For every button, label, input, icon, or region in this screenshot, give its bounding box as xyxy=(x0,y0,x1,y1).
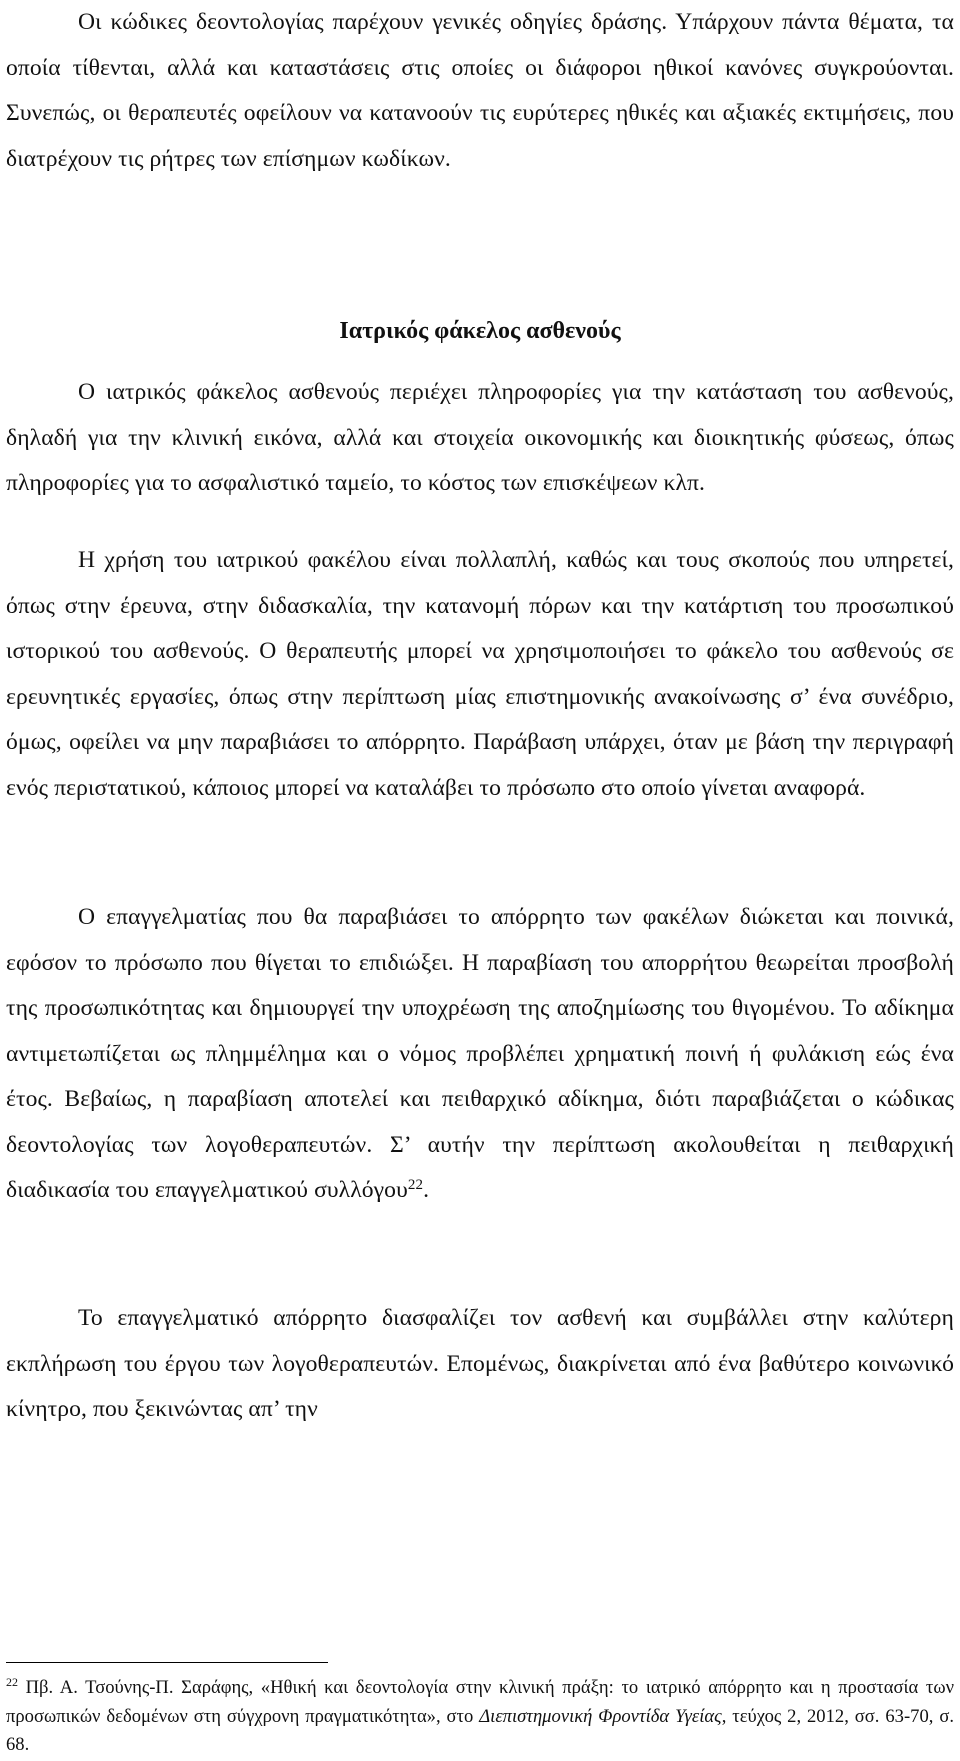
paragraph-codes-of-ethics: Οι κώδικες δεοντολογίας παρέχουν γενικές οδηγίες δράσης. Υπάρχουν πάντα θέματα, τα οποία τίθενται, αλλά και καταστάσεις στις οποίες οι διάφοροι ηθικοί κανόνες συγκρούονται. Συνεπώς, οι θεραπευτές οφείλουν να κατανοούν τις ευρύτερες ηθικές και αξιακές εκτιμήσεις, που διατρέχουν τις ρήτρες των επίσημων κωδίκων. xyxy=(6,9,954,172)
footnote-separator xyxy=(6,1662,328,1663)
footnote-text: Πβ. Α. Τσούνης-Π. Σαράφης, «Ηθική και δεοντολογία στην κλινική πράξη: το ιατρικό απόρρητο και η προστασία των προσωπικών δεδομένων στη σύγχρονη πραγματικότητα», στο xyxy=(6,1677,954,1727)
paragraph-medical-record-contents: Ο ιατρικός φάκελος ασθενούς περιέχει πληροφορίες για την κατάσταση του ασθενούς, δηλαδή για την κλινική εικόνα, αλλά και στοιχεία οικονομικής και διοικητικής φύσεως, όπως πληροφορίες για το ασφαλιστικό ταμείο, το κόστος των επισκέψεων κλπ. xyxy=(6,379,954,496)
paragraph-medical-record-use: Η χρήση του ιατρικού φακέλου είναι πολλαπλή, καθώς και τους σκοπούς που υπηρετεί, όπως στην έρευνα, στην διδασκαλία, την κατανομή πόρων και την κατάρτιση του προσωπικού ιστορικού του ασθενούς. Ο θεραπευτής μπορεί να χρησιμοποιήσει το φάκελο του ασθενούς σε ερευνητικές εργασίες, όπως στην περίπτωση μίας επιστημονικής ανακοίνωσης σ’ ένα συνέδριο, όμως, οφείλει να μην παραβιάσει το απόρρητο. Παράβαση υπάρχει, όταν με βάση την περιγραφή ενός περιστατικού, κάποιος μπορεί να καταλάβει το πρόσωπο στο οποίο γίνεται αναφορά. xyxy=(6,547,954,801)
footnote-citation-details: , τεύχος 2, 2012, σσ. 63-70, σ. 68. xyxy=(6,1705,954,1755)
paragraph-confidentiality-breach xyxy=(6,895,954,1214)
footnote-journal-title: Διεπιστημονική Φροντίδα Υγείας xyxy=(479,1705,722,1727)
footnote-number: 22 xyxy=(6,1675,18,1689)
footnote xyxy=(6,1674,954,1760)
paragraph-text: Ο επαγγελματίας που θα παραβιάσει το απόρρητο των φακέλων διώκεται και ποινικά, εφόσον το πρόσωπο που θίγεται το επιδιώξει. Η παραβίαση του απορρήτου θεωρείται προσβολή της προσωπικότητας και δημιουργεί την υποχρέωση της αποζημίωσης του θιγομένου. Το αδίκημα αντιμετωπίζεται ως πλημμέλημα και ο νόμος προβλέπει χρηματική ποινή ή φυλάκιση εώς ένα έτος. Βεβαίως, η παραβίαση αποτελεί και πειθαρχικό αδίκημα, διότι παραβιάζεται ο κώδικας δεοντολογίας των λογοθεραπευτών. Σ’ αυτήν την περίπτωση ακολουθείται η πειθαρχική διαδικασία του επαγγελματικού συλλόγου xyxy=(6,904,954,1203)
paragraph-end: . xyxy=(423,1177,430,1203)
section-heading: Ιατρικός φάκελος ασθενούς xyxy=(339,318,621,344)
paragraph-professional-secrecy: Το επαγγελματικό απόρρητο διασφαλίζει τον ασθενή και συμβάλλει στην καλύτερη εκπλήρωση του έργου των λογοθεραπευτών. Επομένως, διακρίνεται από ένα βαθύτερο κοινωνικό κίνητρο, που ξεκινώντας απ’ την xyxy=(6,1305,954,1422)
footnote-reference[interactable]: 22 xyxy=(407,1177,424,1193)
